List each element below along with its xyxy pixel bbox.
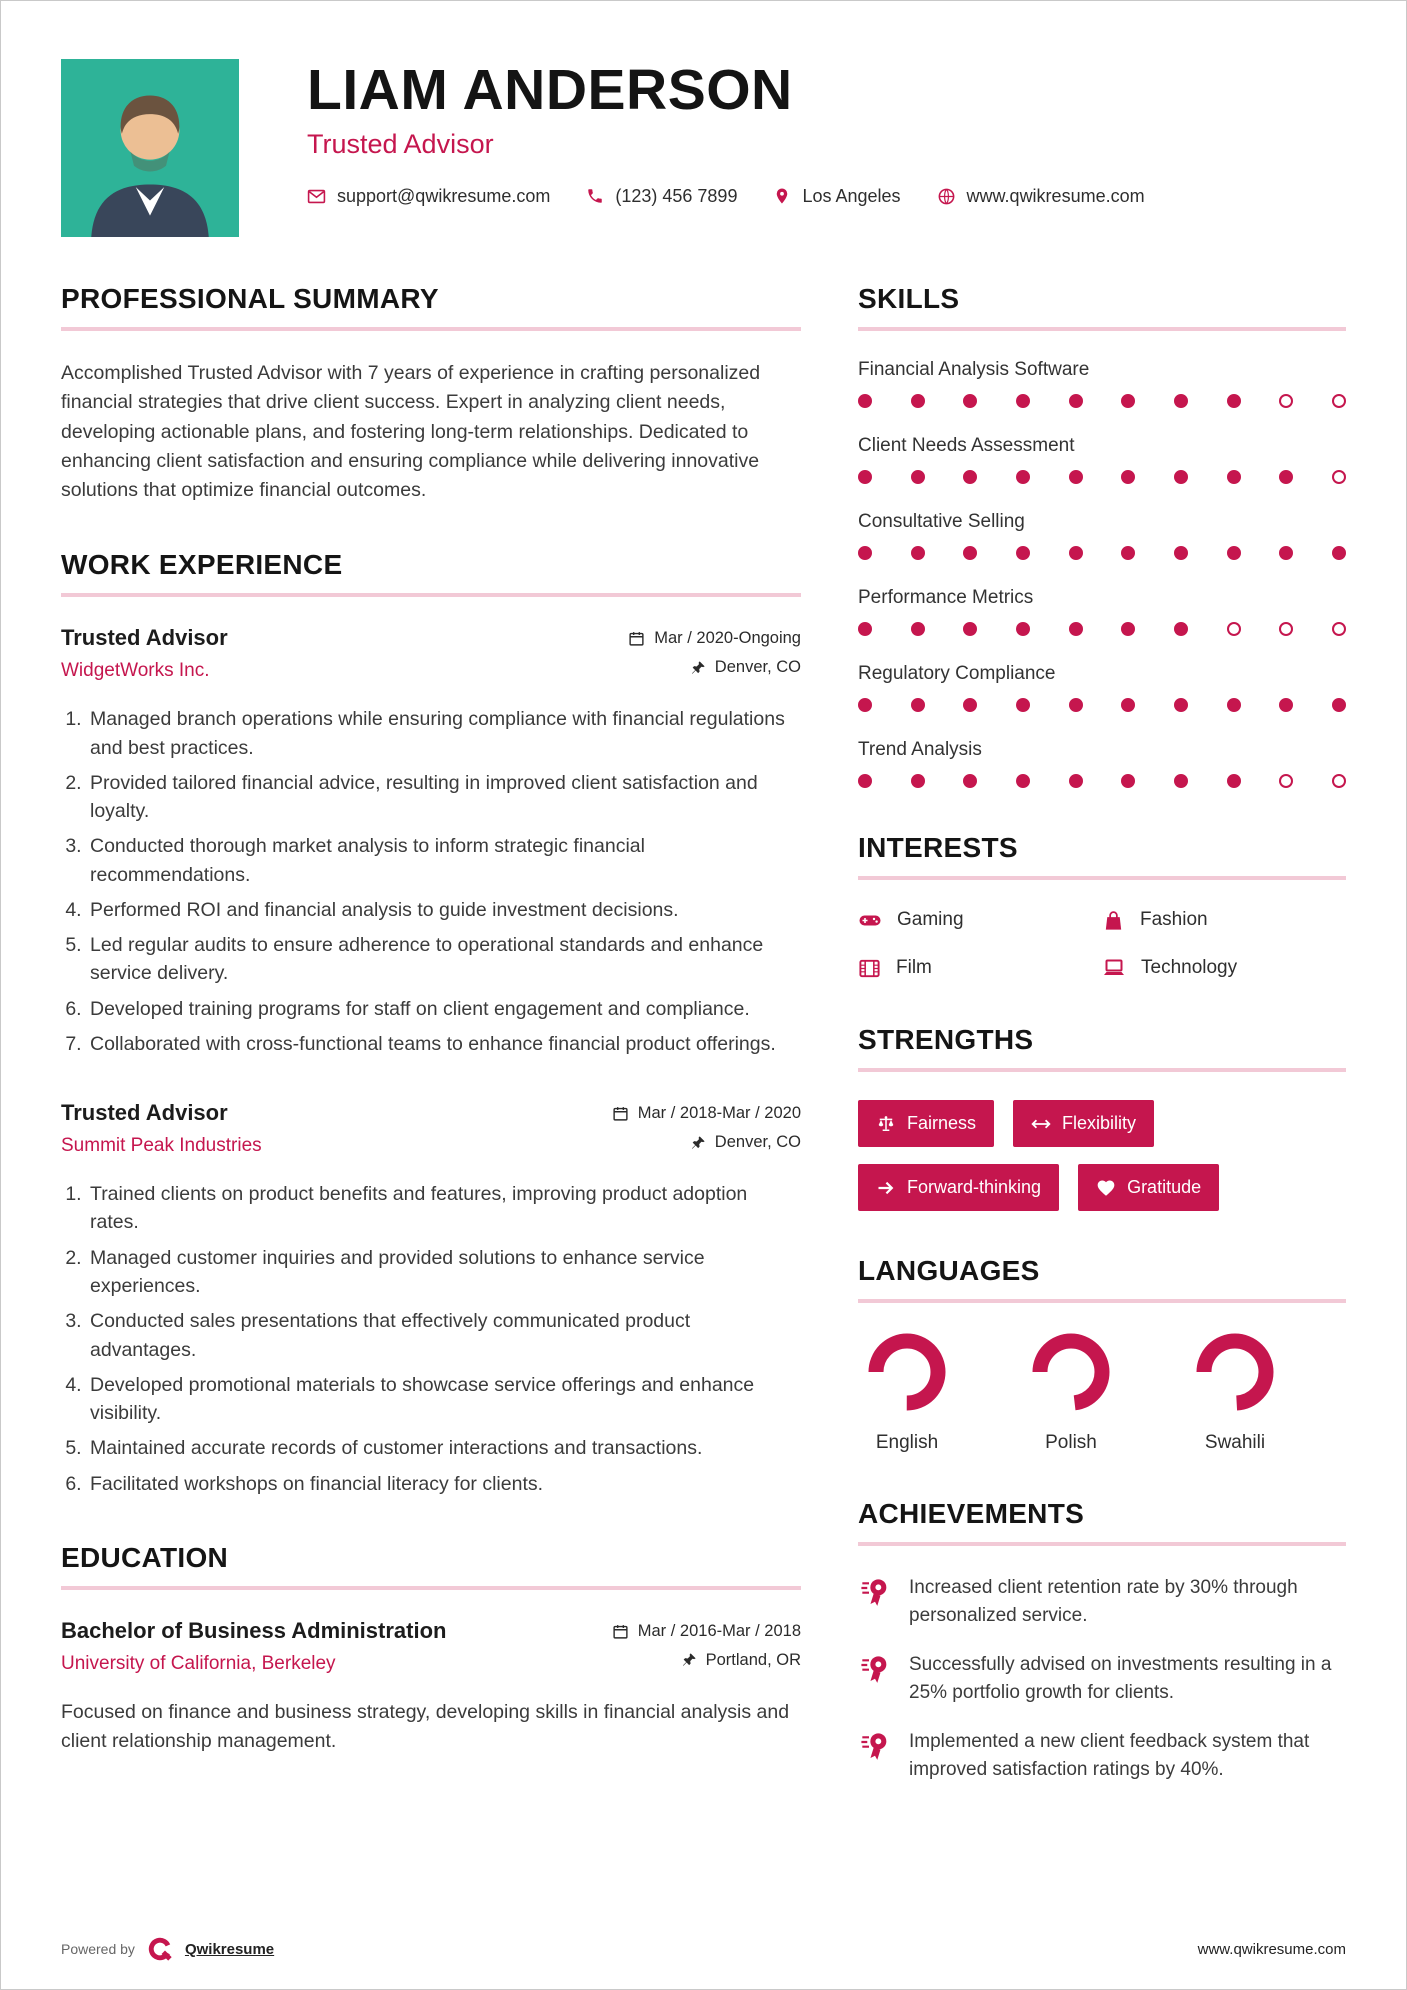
gamepad-icon xyxy=(858,908,882,932)
skill-dot-filled xyxy=(858,622,872,636)
left-column xyxy=(61,283,801,1827)
education-description: Focused on finance and business strategy, developing skills in financial analysis and client relationship management. xyxy=(61,1700,790,1753)
skill-dot-filled xyxy=(911,622,925,636)
achievement-text: Successfully advised on investments resulting in a 25% portfolio growth for clients. xyxy=(909,1654,1332,1703)
phone-icon xyxy=(586,187,604,205)
job-bullet: 3. Conducted thorough market analysis to inform strategic financial recommendations. xyxy=(87,832,801,889)
candidate-name: LIAM ANDERSON xyxy=(307,58,793,122)
contact-email-text: support@qwikresume.com xyxy=(337,185,551,206)
header-text xyxy=(307,59,1346,237)
footer-branding xyxy=(61,1935,274,1963)
skill-name: Financial Analysis Software xyxy=(858,359,1090,380)
skill-rating xyxy=(858,470,1346,484)
job-meta xyxy=(612,1100,801,1162)
skill-dot-filled xyxy=(1121,546,1135,560)
skill-dot-filled xyxy=(1332,546,1346,560)
skill-item xyxy=(858,435,1346,484)
job-bullet: 1. Managed branch operations while ensuring compliance with financial regulations and best practices. xyxy=(87,705,801,762)
skill-dot-filled xyxy=(963,394,977,408)
skill-dot-filled xyxy=(1121,470,1135,484)
job-dates-text: Mar / 2020-Ongoing xyxy=(654,629,801,648)
job-bullet: 6. Developed training programs for staff on client engagement and compliance. xyxy=(87,995,801,1023)
language-name: Polish xyxy=(1045,1432,1097,1453)
content xyxy=(1,283,1406,1827)
pushpin-icon xyxy=(690,660,706,676)
skill-dot-filled xyxy=(1016,774,1030,788)
skill-dot-filled xyxy=(1121,394,1135,408)
interests-section xyxy=(858,832,1346,980)
job-bullet: 2. Provided tailored financial advice, resulting in improved client satisfaction and loyalty. xyxy=(87,769,801,826)
calendar-icon xyxy=(612,1105,629,1122)
skill-rating xyxy=(858,774,1346,788)
skill-item xyxy=(858,587,1346,636)
contact-location-text: Los Angeles xyxy=(802,185,901,206)
job-bullet: 1. Trained clients on product benefits and features, improving product adoption rates. xyxy=(87,1180,801,1237)
footer-website[interactable]: www.qwikresume.com xyxy=(1197,1940,1346,1958)
job-bullet-list xyxy=(61,1180,801,1498)
qwikresume-brand-link[interactable]: Qwikresume xyxy=(184,1940,275,1958)
work-section xyxy=(61,549,801,1498)
skill-dot-filled xyxy=(1227,394,1241,408)
work-heading: WORK EXPERIENCE xyxy=(61,549,343,581)
skill-dot-filled xyxy=(1069,470,1083,484)
section-divider xyxy=(858,1299,1346,1303)
email-icon xyxy=(307,187,326,206)
award-rosette-icon xyxy=(858,1728,892,1762)
languages-row xyxy=(858,1331,1346,1454)
job-entry xyxy=(61,625,801,1058)
skill-rating xyxy=(858,546,1346,560)
strength-badge xyxy=(1078,1164,1219,1211)
interest-item xyxy=(858,908,1102,932)
education-title-block xyxy=(61,1618,446,1675)
section-divider xyxy=(61,1586,801,1590)
job-location xyxy=(628,658,801,677)
skill-dot-empty xyxy=(1332,394,1346,408)
contact-website-text: www.qwikresume.com xyxy=(966,185,1145,206)
skill-dot-empty xyxy=(1279,622,1293,636)
achievements-heading: ACHIEVEMENTS xyxy=(858,1498,1085,1529)
interests-heading: INTERESTS xyxy=(858,832,1018,863)
right-arrow-icon xyxy=(876,1178,896,1198)
achievement-text: Implemented a new client feedback system that improved satisfaction ratings by 40%. xyxy=(909,1731,1310,1780)
interest-item xyxy=(1102,956,1346,980)
job-title-block xyxy=(61,625,228,682)
skill-dot-filled xyxy=(1016,698,1030,712)
skill-dot-filled xyxy=(1121,698,1135,712)
skill-item xyxy=(858,739,1346,788)
qwikresume-logo-icon xyxy=(146,1935,174,1963)
language-name: English xyxy=(875,1432,939,1453)
skill-dot-filled xyxy=(963,546,977,560)
education-meta xyxy=(612,1618,801,1680)
job-company: WidgetWorks Inc. xyxy=(61,660,210,682)
job-meta xyxy=(628,625,801,687)
skill-dot-filled xyxy=(1069,774,1083,788)
languages-heading: LANGUAGES xyxy=(858,1255,1040,1286)
skill-dot-filled xyxy=(1174,394,1188,408)
job-title: Trusted Advisor xyxy=(61,625,228,651)
skill-dot-filled xyxy=(963,622,977,636)
skill-dot-filled xyxy=(1121,622,1135,636)
footer xyxy=(61,1935,1346,1963)
skill-dot-filled xyxy=(1227,470,1241,484)
skill-dot-filled xyxy=(1174,470,1188,484)
skill-rating xyxy=(858,394,1346,408)
pushpin-icon xyxy=(690,1135,706,1151)
skill-dot-filled xyxy=(1016,394,1030,408)
skill-name: Performance Metrics xyxy=(858,587,1034,608)
language-donut xyxy=(1194,1331,1276,1413)
skill-name: Consultative Selling xyxy=(858,511,1025,532)
achievements-section xyxy=(858,1498,1346,1783)
skill-dot-filled xyxy=(1069,394,1083,408)
languages-section xyxy=(858,1255,1346,1454)
scales-icon xyxy=(876,1114,896,1134)
skill-dot-filled xyxy=(911,698,925,712)
skill-dot-empty xyxy=(1279,394,1293,408)
section-divider xyxy=(61,327,801,331)
skill-dot-filled xyxy=(858,774,872,788)
strengths-section xyxy=(858,1024,1346,1211)
education-section xyxy=(61,1542,801,1757)
calendar-icon xyxy=(628,630,645,647)
job-header xyxy=(61,1100,801,1162)
education-dates xyxy=(612,1622,801,1641)
job-location-text: Denver, CO xyxy=(714,658,801,677)
achievement-item xyxy=(858,1728,1346,1783)
shopping-bag-icon xyxy=(1102,909,1125,932)
contact-website[interactable] xyxy=(937,186,1145,207)
candidate-title: Trusted Advisor xyxy=(307,128,494,159)
skill-dot-filled xyxy=(1174,622,1188,636)
job-bullet: 3. Conducted sales presentations that effectively communicated product advantages. xyxy=(87,1307,801,1364)
strength-badge xyxy=(1013,1100,1154,1147)
skill-dot-filled xyxy=(1016,470,1030,484)
job-bullet-list xyxy=(61,705,801,1058)
award-rosette-icon xyxy=(858,1651,892,1685)
skill-dot-filled xyxy=(858,394,872,408)
interest-label: Gaming xyxy=(897,909,964,930)
education-school: University of California, Berkeley xyxy=(61,1652,336,1674)
left-right-arrow-icon xyxy=(1031,1114,1051,1134)
section-divider xyxy=(858,1542,1346,1546)
section-divider xyxy=(858,876,1346,880)
strength-label: Fairness xyxy=(907,1113,977,1133)
summary-heading: PROFESSIONAL SUMMARY xyxy=(61,283,439,314)
interest-label: Technology xyxy=(1141,957,1238,978)
laptop-icon xyxy=(1102,956,1126,980)
header xyxy=(1,1,1406,237)
education-dates-text: Mar / 2016-Mar / 2018 xyxy=(637,1621,801,1640)
strength-badge xyxy=(858,1164,1059,1211)
skill-dot-filled xyxy=(1227,698,1241,712)
skill-dot-empty xyxy=(1332,470,1346,484)
skill-dot-filled xyxy=(1016,622,1030,636)
location-pin-icon xyxy=(773,187,791,205)
job-title-block xyxy=(61,1100,262,1157)
job-entry xyxy=(61,1100,801,1498)
right-column xyxy=(858,283,1346,1827)
skill-dot-filled xyxy=(1227,774,1241,788)
achievement-item xyxy=(858,1651,1346,1706)
achievement-item xyxy=(858,1574,1346,1629)
skill-item xyxy=(858,511,1346,560)
interest-item xyxy=(1102,908,1346,932)
skill-item xyxy=(858,663,1346,712)
section-divider xyxy=(858,1068,1346,1072)
language-donut xyxy=(1030,1331,1112,1413)
job-bullet: 2. Managed customer inquiries and provided solutions to enhance service experiences. xyxy=(87,1244,801,1301)
skill-dot-filled xyxy=(1069,546,1083,560)
strength-label: Gratitude xyxy=(1127,1177,1202,1197)
skill-dot-filled xyxy=(911,774,925,788)
education-location xyxy=(612,1651,801,1670)
pushpin-icon xyxy=(681,1652,697,1668)
job-location xyxy=(612,1133,801,1152)
skills-section xyxy=(858,283,1346,788)
education-location-text: Portland, OR xyxy=(705,1650,801,1669)
heart-icon xyxy=(1096,1178,1116,1198)
language-name: Swahili xyxy=(1204,1432,1266,1453)
job-location-text: Denver, CO xyxy=(714,1133,801,1152)
job-bullet: 5. Maintained accurate records of customer interactions and transactions. xyxy=(87,1434,801,1462)
contact-row xyxy=(307,186,1346,207)
section-divider xyxy=(61,593,801,597)
strength-label: Flexibility xyxy=(1062,1113,1137,1133)
skill-name: Regulatory Compliance xyxy=(858,663,1056,684)
skill-dot-filled xyxy=(1227,546,1241,560)
skill-dot-filled xyxy=(858,698,872,712)
contact-location xyxy=(773,186,900,207)
job-bullet: 7. Collaborated with cross-functional teams to enhance financial product offerings. xyxy=(87,1030,801,1058)
skill-name: Client Needs Assessment xyxy=(858,435,1075,456)
calendar-icon xyxy=(612,1623,629,1640)
skill-name: Trend Analysis xyxy=(858,739,982,760)
job-bullet: 4. Performed ROI and financial analysis to guide investment decisions. xyxy=(87,896,801,924)
award-rosette-icon xyxy=(858,1574,892,1608)
contact-phone[interactable] xyxy=(586,186,737,207)
skill-dot-filled xyxy=(911,470,925,484)
globe-icon xyxy=(937,187,956,206)
skill-dot-filled xyxy=(1174,774,1188,788)
skill-dot-filled xyxy=(1174,698,1188,712)
skill-dot-filled xyxy=(1174,546,1188,560)
skill-dot-filled xyxy=(1069,622,1083,636)
skill-rating xyxy=(858,622,1346,636)
strengths-heading: STRENGTHS xyxy=(858,1024,1034,1055)
skill-rating xyxy=(858,698,1346,712)
strength-label: Forward-thinking xyxy=(907,1177,1042,1197)
skill-dot-filled xyxy=(1279,698,1293,712)
person-photo-illustration xyxy=(61,59,239,237)
job-bullet: 6. Facilitated workshops on financial literacy for clients. xyxy=(87,1470,801,1498)
summary-section xyxy=(61,283,801,505)
job-bullet: 5. Led regular audits to ensure adherence to operational standards and enhance service delivery. xyxy=(87,931,801,988)
skill-dot-empty xyxy=(1227,622,1241,636)
skills-heading: SKILLS xyxy=(858,283,960,314)
skill-dot-filled xyxy=(1279,470,1293,484)
skill-dot-filled xyxy=(1069,698,1083,712)
skill-item xyxy=(858,359,1346,408)
powered-by-label: Powered by xyxy=(61,1941,135,1957)
skill-dot-filled xyxy=(963,774,977,788)
skill-dot-filled xyxy=(1279,546,1293,560)
education-header xyxy=(61,1618,801,1680)
job-dates xyxy=(628,629,801,648)
job-header xyxy=(61,625,801,687)
skill-dot-empty xyxy=(1332,622,1346,636)
job-bullet: 4. Developed promotional materials to showcase service offerings and enhance visibility. xyxy=(87,1371,801,1428)
interest-item xyxy=(858,956,1102,980)
education-degree: Bachelor of Business Administration xyxy=(61,1617,447,1643)
job-dates-text: Mar / 2018-Mar / 2020 xyxy=(637,1104,801,1123)
profile-photo xyxy=(61,59,239,237)
language-item xyxy=(1030,1331,1112,1454)
film-icon xyxy=(858,957,881,980)
skill-dot-filled xyxy=(963,698,977,712)
interest-label: Film xyxy=(896,957,932,978)
strength-badges xyxy=(858,1100,1346,1211)
skill-dot-empty xyxy=(1332,774,1346,788)
summary-text: Accomplished Trusted Advisor with 7 years of experience in crafting personalized financial strategies that drive client success. Expert in analyzing client needs, developing actionable plans, and fostering long-term relationships. Dedicated to enhancing client satisfaction and ensuring compliance while delivering innovative solutions that optimize financial outcomes. xyxy=(61,362,761,501)
job-company: Summit Peak Industries xyxy=(61,1135,262,1157)
education-heading: EDUCATION xyxy=(61,1541,229,1573)
achievement-text: Increased client retention rate by 30% through personalized service. xyxy=(909,1577,1298,1626)
skill-dot-empty xyxy=(1279,774,1293,788)
skill-dot-filled xyxy=(911,394,925,408)
skill-dot-filled xyxy=(858,546,872,560)
strength-badge xyxy=(858,1100,994,1147)
contact-phone-text: (123) 456 7899 xyxy=(615,185,738,206)
language-donut xyxy=(866,1331,948,1413)
language-item xyxy=(1194,1331,1276,1454)
skill-dot-filled xyxy=(911,546,925,560)
job-dates xyxy=(612,1104,801,1123)
contact-email[interactable] xyxy=(307,186,550,207)
language-item xyxy=(866,1331,948,1454)
interest-label: Fashion xyxy=(1140,909,1208,930)
skill-dot-filled xyxy=(1332,698,1346,712)
skill-dot-filled xyxy=(963,470,977,484)
skill-dot-filled xyxy=(858,470,872,484)
skill-dot-filled xyxy=(1016,546,1030,560)
interests-grid xyxy=(858,908,1346,980)
skill-dot-filled xyxy=(1121,774,1135,788)
job-title: Trusted Advisor xyxy=(61,1100,228,1126)
section-divider xyxy=(858,327,1346,331)
